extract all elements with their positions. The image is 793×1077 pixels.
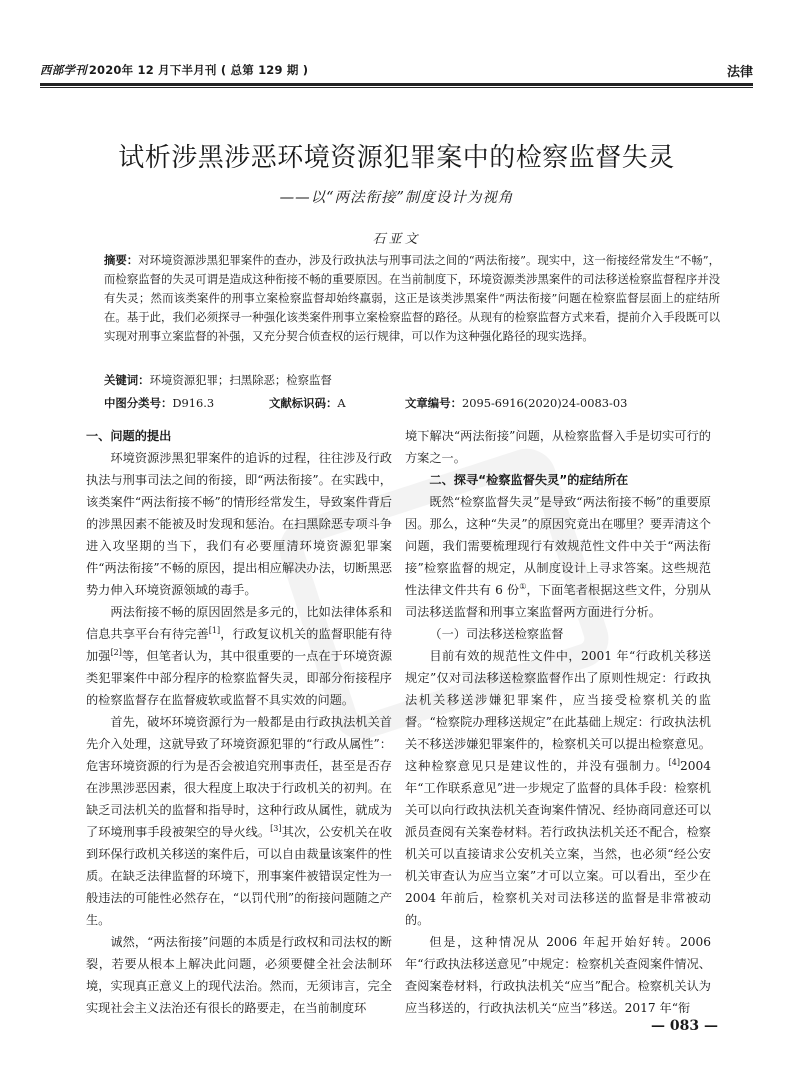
paragraph: [86, 711, 392, 931]
doc-code-value: A: [337, 396, 346, 410]
paragraph: 环境资源涉黑犯罪案件的追诉的过程，往往涉及行政执法与刑事司法之间的衔接，即“两法衔接”。在实践中，该类案件“两法衔接不畅”的情形经常发生，导致案件背后的涉黑因素不能被及时发现和惩治。在扫黑除恶专项斗争进入攻坚期的当下，我们有必要厘清环境资源犯罪案件“两法衔接”不畅的原因，提出相应解决办法，切断黑恶势力伸入环境资源领域的毒手。: [86, 451, 392, 597]
text-run: 两法衔接不畅的原因固然是多元的，比如法律体系和信息共享平台有待完善: [86, 605, 392, 641]
abstract-text: 对环境资源涉黑犯罪案件的查办，涉及行政执法与刑事司法之间的“两法衔接”。现实中，这一衔接经常发生“不畅”，而检察监督的失灵可谓是造成这种衔接不畅的重要原因。在当前制度下，环境资源类涉黑案件的司法移送检察监督程序并没有失灵；然而该类案件的刑事立案检察监督却始终羸弱，这正是该类涉黑案件“两法衔接”问题在检察监督层面上的症结所在。基于此，我们必须探寻一种强化该类案件刑事立案检察监督的路径。从现有的检察监督方式来看，提前介入手段既可以实现对刑事立案监督的补强，又充分契合侦查权的运行规律，可以作为这种强化路径的现实选择。: [104, 253, 720, 344]
subsection-heading: （一）司法移送检察监督: [429, 627, 564, 641]
header-rule: [40, 83, 753, 86]
section-label: 法律: [726, 65, 753, 80]
paragraph: [86, 601, 392, 711]
citation: [3]: [270, 823, 282, 833]
keywords-text: 环境资源犯罪；扫黑除恶；检察监督: [149, 373, 332, 387]
citation: [4]: [668, 757, 680, 767]
doc-code-label: 文献标识码：: [269, 396, 338, 410]
keywords: [104, 372, 720, 388]
abstract-label: 摘要：: [104, 253, 139, 267]
article-subtitle: ——以“两法衔接”制度设计为视角: [279, 190, 514, 206]
citation: [1]: [208, 625, 221, 635]
running-header: [40, 58, 753, 84]
text-run: ，下面笔者根据这些文件，分别从司法移送监督和刑事立案监督两方面进行分析。: [405, 583, 711, 619]
citation: [2]: [110, 647, 122, 657]
article-number-value: 2095-6916(2020)24-0083-03: [461, 396, 628, 410]
footnote-marker: ①: [519, 581, 527, 591]
text-run: ，行政复议机关的监督职能有待加强: [86, 627, 393, 663]
left-column: [86, 425, 392, 1019]
clc-value: D916.3: [172, 396, 215, 410]
text-run: 目前有效的规范性文件中，2001 年“行政机关移送规定”仅对司法移送检察监督作出了原则性规定：行政执法机关移送涉嫌犯罪案件，应当接受检察机关的监督。“检察院办理移送规定”在此基础上规定：行政执法机关不移送涉嫌犯罪案件的，检察机关可以提出检察意见。这种检察意见只是建议性的，并没有强制力。: [405, 649, 711, 773]
paragraph: [405, 491, 711, 623]
text-run: 首先，破坏环境资源行为一般都是由行政执法机关首先介入处理，这就导致了环境资源犯罪的“行政从属性”：危害环境资源的行为是否会被追究刑事责任，甚至是否存在涉黑涉恶因素，很大程度上取决于行政机关的初判。在缺乏司法机关的监督和指导时，这种行政从属性，就成为了环境刑事手段被架空的导火线。: [86, 715, 392, 839]
paragraph: 但是，这种情况从 2006 年起开始好转。2006 年“行政执法移送意见”中规定：检察机关查阅案件情况、查阅案卷材料，行政执法机关“应当”配合。检察机关认为应当移送的，行政执法机关“应当”移送。2017 年“衔: [405, 935, 711, 1015]
section-heading: 二、探寻“检察监督失灵”的症结所在: [429, 473, 629, 487]
journal-issue: [40, 62, 308, 78]
journal-name: 西部学刊: [40, 63, 87, 77]
author-name: 石亚文: [372, 232, 421, 247]
paragraph-continued: 境下解决“两法衔接”问题，从检察监督入手是切实可行的方案之一。: [405, 429, 711, 465]
text-run: 既然“检察监督失灵”是导致“两法衔接不畅”的重要原因。那么，这种“失灵”的原因究竟出在哪里？要弄清这个问题，我们需要梳理现行有效规范性文件中关于“两法衔接”检察监督的规定，从制度设计上寻求答案。这些规范性法律文件共有 6 份: [405, 495, 711, 597]
right-column: [405, 425, 711, 1019]
article-number: [405, 395, 627, 411]
issue-info: 2020年 12 月下半月刊 ( 总第 129 期 ): [88, 63, 309, 77]
paragraph: 诚然，“两法衔接”问题的本质是行政权和司法权的断裂，若要从根本上解决此问题，必须要健全社会法制环境，实现真正意义上的现代法治。然而，无须讳言，完全实现社会主义法治还有很长的路要走，在当前制度环: [86, 935, 392, 1015]
text-run: 其次，公安机关在收到环保行政机关移送的案件后，可以自由裁量该案件的性质。在缺乏法律监督的环境下，刑事案件被错误定性为一般违法的可能性必然存在，“以罚代刑”的衔接问题随之产生。: [86, 825, 393, 927]
keywords-label: 关键词：: [104, 373, 150, 387]
article-title: 试析涉黑涉恶环境资源犯罪案中的检察监督失灵: [118, 143, 675, 173]
text-run: 等，但笔者认为，其中很重要的一点在于环境资源类犯罪案件中部分程序的检察监督失灵，即部分衔接程序的检察监督存在监督疲软或监督不具实效的问题。: [86, 649, 393, 707]
clc-label: 中图分类号：: [104, 396, 173, 410]
page-number: — 083 —: [651, 1018, 718, 1034]
text-run: 2004 年“工作联系意见”进一步规定了监督的具体手段：检察机关可以向行政执法机关查询案件情况、经协商同意还可以派员查阅有关案卷材料。若行政执法机关还不配合，检察机关可以直接请求公安机关立案，当然，也必须“经公安机关审查认为应当立案”才可以立案。可以看出，至少在 2004 年前后，检察机关对司法移送的监督是非常被动的。: [405, 759, 711, 927]
document-code: [269, 395, 346, 411]
header-rule-thin: [40, 87, 753, 88]
clc-number: [104, 395, 214, 411]
section-heading: 一、问题的提出: [86, 429, 172, 443]
article-number-label: 文章编号：: [405, 396, 462, 410]
paragraph: [405, 645, 711, 931]
abstract: [104, 251, 720, 346]
